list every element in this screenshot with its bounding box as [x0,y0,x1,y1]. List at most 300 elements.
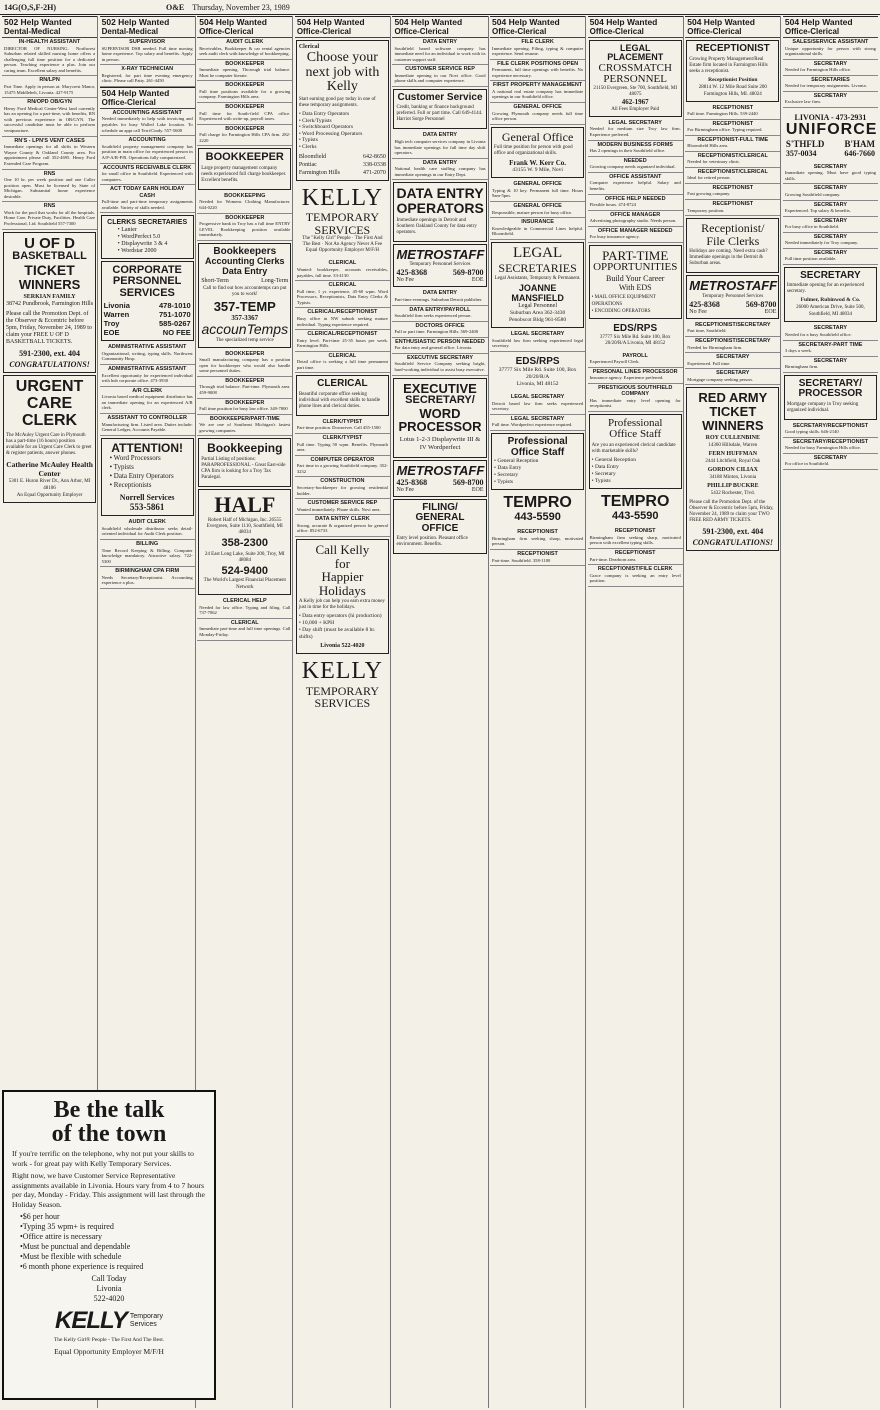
kelly-choose-next-job-ad: Clerical Choose your next job with Kelly Start earning good pay today in one of these temporary assignments. • Data Entry Operators • Clerk/Typists • Switchboard Operators • Word Processing Operators • Typists • Clerks Bloomfield 642-8650 Pontiac 338-0338 Farmington Hills 471-2070 [296,40,389,181]
ad-heading: BOOKKEEPER [225,350,265,357]
ad-body: Needed for Birmingham firm. [687,344,743,350]
classified-ad [295,477,390,499]
ad-body: Part time in a growing Southfield company. 352-3232 [296,463,388,474]
ad-heading: CLERICAL [328,352,357,359]
ad-heading: CLERK/TYPIST [322,435,363,442]
ad-heading: LEGAL SECRETARY [510,415,565,422]
ad-heading: ENTHUSIASTIC PERSON NEEDED [395,338,485,345]
ad-heading: ADMINISTRATIVE ASSISTANT [107,344,187,351]
ad-heading: CUSTOMER SERVICE REP [307,500,378,507]
ad-heading: GENERAL OFFICE [513,181,562,188]
column-4 [295,16,391,1408]
classified-ad [783,76,878,92]
ad-heading: CLERICAL [230,619,259,626]
list-item: • Typists [591,477,611,484]
list-item: • Displaywrite 3 & 4 [117,240,168,247]
list-item: • Receptionists [109,481,152,490]
ad-body: Part Time. Apply in person at: Marycrest Manor, 15475 Middlebelt, Livonia. 427-9175 [4,83,96,95]
section-heading: 504 Help Wanted Office-Clerical [588,16,683,38]
contact-cell: NO FEE [162,328,191,338]
eds-rps-ad: EDS/RPS 37777 Six Mile Rd. Suite 100, Box 20/20/R/A Livonia, MI 48152 [599,323,671,346]
ad-body: Immediate openings for all shifts in Western Wayne County & Oakland County area. For appointment please call 352-4695. Henry Ford Extended Care Program. [4,144,96,166]
ad-body: Full time. Wordperfect experience required. [492,422,573,428]
classified-ad [588,527,683,549]
ad-body: One 10 hr. per week position and one Caller position open. Must be licensed by State of Michigan. Substantial home experience desirable. [4,177,96,199]
ad-body: Detroit based law firm seeks experienced secretary. [492,400,584,412]
classified-ad [100,518,195,540]
ad-list [685,104,780,217]
classified-ad [685,184,780,200]
ad-body: Part-time evenings. Suburban Detroit publisher. [394,296,483,302]
ad-heading: OFFICE MANAGER NEEDED [597,227,673,234]
classified-ad [2,98,97,136]
ad-body: Responsible, mature person for busy office. [492,209,573,215]
ad-heading: MODERN BUSINESS FORMS [597,141,673,148]
bookkeeper-ad: BOOKKEEPER Large property management company needs experienced full charge bookkeeper. Excellent benefits. [198,148,291,190]
kelly-temporary-services-logo: KELLY TEMPORARY SERVICES The "Kelly Girl" People · The First And The Best · Not An Agency Never A Fee Equal Opportunity Employer M/F/H [301,185,383,254]
ad-body: Birmingham firm seeking sharp, motivated person. [492,535,584,547]
ad-body: Experienced Payroll Clerk. [589,359,640,364]
section-heading: 502 Help Wanted Dental-Medical [2,16,97,38]
ad-list [783,163,878,265]
classified-ad [2,202,97,229]
ad-body: Wanted: bookkeeper, accounts receivables, payables, full time. 33-4130 [296,266,388,278]
classified-ad [197,103,292,125]
ad-body: Mortgage company seeking person. [687,376,753,382]
ad-heading: RECEPTIONIST/FILE CLERK [597,566,673,573]
ad-heading: NEEDED [623,157,647,164]
ad-body: for small office in Southfield. Experienced with computers. [101,171,193,182]
ad-heading: RN/LPN [39,77,60,84]
classified-ad [685,200,780,216]
call-city: Livonia [96,1284,122,1293]
list-item: •6 month phone experience is required [20,1262,144,1271]
ad-body: Needed for temporary assignments. Livonia. [784,83,867,89]
ad-heading: SUPERVISOR [129,39,166,45]
ad-heading: FILE CLERK POSITIONS OPEN [497,60,579,67]
ad-body: Good typing skills. 646-2140 [784,429,839,435]
section-heading: 504 Help Wanted Office-Clerical [685,16,780,38]
ad-list [100,38,195,87]
classified-ad [295,281,390,308]
ad-list [197,192,292,241]
classified-ad [490,81,585,103]
metrostaff-ad: METROSTAFF Temporary Personnel Services 425-8368 569-8700 No Fee EOE [686,275,779,319]
contact-cell: Troy [103,319,120,329]
list-item: • Typists [109,463,134,472]
classified-ad [685,120,780,136]
classified-ad [392,38,487,65]
ad-heading: GENERAL OFFICE [513,203,562,210]
general-office-ad: General Office Full time position for person with good office and organizational skills. Frank W. Kerr Co. 43155 W. 9 Mile, Novi [491,127,584,179]
classified-ad [100,365,195,387]
list-item: • Word Processing Operators [298,130,363,137]
list-item: •Office attire is necessary [20,1232,102,1241]
classified-ad [783,341,878,357]
paper-name: O&E [166,2,185,12]
classified-ad [588,565,683,587]
classified-ad [392,131,487,158]
ad-body: Through trial balance. Part-time. Plymouth area. 459-9008 [199,384,291,396]
list-item: • Lanier [117,226,137,233]
classified-ad [588,227,683,243]
classified-ad [295,330,390,352]
classified-ad [197,415,292,437]
ad-body: Progressive bank in Troy has a full time ENTRY LEVEL Bookkeeping position available immediately. [199,221,291,238]
ad-heading: ADMINISTRATIVE ASSISTANT [107,366,187,373]
ad-body: Growing company needs organized individual. [589,164,676,170]
ad-heading: BOOKKEEPER/PART-TIME [209,415,280,422]
ad-body: Needed for Farmington Hills office. [784,67,851,73]
ad-body: Advertising photography studio. Needs person. [589,218,677,224]
ad-heading: DATA ENTRY [422,159,458,166]
ad-list [783,324,878,372]
ad-body: Needed for Womens Clothing Manufacturer. 644-0220 [199,199,291,211]
classified-ad [100,387,195,414]
ad-heading: A/R CLERK [132,387,163,394]
ad-heading: SECRETARY [813,325,848,332]
ad-heading: RECEPTIONIST [614,550,656,556]
ad-heading: SECRETARY [813,357,848,364]
ad-heading: RECEPTIONIST [712,184,754,191]
accountemps-ad: Bookkeepers Accounting Clerks Data Entry Short-Term Long-Term Call to find out how accountemps can put you to work! 357-TEMP 357-3367 accounTemps The specialized temp service [198,243,291,348]
secretary-processor-ad: SECRETARY/ PROCESSOR Mortgage company in Troy seeking organized individual. [784,375,877,420]
contact-cell: Bloomfield [298,154,327,161]
ad-body: Small manufacturing company has a position open for bookkeeper who would also handle some personnel duties. [199,357,291,374]
classified-ad [100,414,195,436]
ad-list [490,180,585,239]
classified-ad [100,567,195,589]
ad-heading: SECRETARY [813,185,848,192]
list-item: •$6 per hour [20,1212,60,1221]
issue-date: Thursday, November 23, 1989 [192,2,290,12]
secretary-ad: SECRETARY Immediate opening for an experienced secretary. Fulmer, Rubinwod & Co. 26000 American Drive, Suite 500, Southfield, MI 48034 [784,267,877,323]
classified-ad [197,597,292,619]
ad-heading: OFFICE MANAGER [610,211,661,218]
classified-ad [392,289,487,305]
ad-body: Needed immediately to help with invoicing and payables for busy Walled Lake location. To schedule an appt call Terri/Cindy. 557-5600 [101,116,193,133]
bookkeeping-ad: Bookkeeping Partial Listing of positions: PARAPROFESSIONAL - Great East-side CPA firm is looking for a Troy Tax Paralegal. [198,438,291,487]
list-item: • Secretary [591,470,616,477]
classified-ad [100,109,195,136]
section-heading: 504 Help Wanted Office-Clerical [295,16,390,38]
ad-body: DIRECTOR OF NURSING. Northwest Suburban related skilled nursing home offers a challenging full time position for a dedicated person. Teaching experience a plus. Join our caring team. Excellent salary and benefits. [4,45,96,73]
ad-heading: CLERICAL/RECEPTIONIST [307,331,378,338]
ad-heading: BIRMINGHAM CPA FIRM [115,568,180,575]
classified-ad [2,170,97,203]
ad-body: Typing & 10 key. Permanent full time. Hours 9am-5pm. [492,187,584,199]
ad-list [490,393,585,431]
ad-body: For data entry and general office. Livonia. [394,345,473,351]
kelly-logo: KELLY Temporary Services [55,1307,163,1334]
ad-heading: DOCTORS OFFICE [415,322,465,329]
classified-ad [392,322,487,338]
ad-body: Southfield wholesale distributor seeks detail-oriented individual for Audit Clerk position. [101,525,193,537]
ad-heading: SECRETARY [813,249,848,256]
classified-ad [197,60,292,82]
list-item: • Switchboard Operators [298,124,353,131]
classified-ad [490,103,585,125]
list-item: • General Reception [591,456,637,463]
ad-body: Full time positions available for a growing company. Farmington Hills area. [199,88,291,100]
contact-cell: 478-1010 [159,301,191,311]
classified-ad [588,368,683,384]
contact-row [104,328,191,337]
classified-ad [392,338,487,354]
executive-secretary-ad: EXECUTIVE SECRETARY/ WORD PROCESSOR Lotus 1-2-3 Displaywrite III & IV Wordperfect [393,378,486,458]
ad-list [295,259,390,373]
ad-body: Time Record Keeping & Billing. Computer knowledge mandatory. Attractive salary. 722-5300 [101,547,193,564]
classified-ad [783,438,878,454]
column-9 [783,16,878,1408]
classified-ad [295,259,390,281]
kelly-temporary-services-logo-2: KELLY TEMPORARY SERVICES [301,658,383,711]
professional-office-staff-ad-2: Professional Office Staff Are you an experienced clerical candidate with marketable skills? • General Reception • Data Entry • Secretary • Typists [589,414,682,489]
ad-heading: RECEPTIONIST [712,104,754,111]
metrostaff-ad-2: METROSTAFF 425-8368 569-8700 No Fee EOE [393,460,486,497]
ad-list [392,131,487,180]
clerical-ad: CLERICAL Beautiful corporate office seeking individual with excellent skills to handle phone lines and clerical duties. [296,375,389,416]
classified-ad [490,38,585,60]
classified-ad [295,352,390,374]
classified-ad [588,157,683,173]
classified-ad [197,81,292,103]
ad-body: Part-time position. Downriver. Call 455-1500 [296,425,381,431]
equal-opportunity-note: Equal Opportunity Employer M/F/H [54,1347,164,1356]
section-heading: 504 Help Wanted Office-Clerical [783,16,878,38]
ad-heading: CLERICAL/RECEPTIONIST [307,309,378,316]
ad-body: Full time position for busy law office. 349-7800 [199,406,288,412]
classified-ad [783,233,878,249]
ad-list [392,289,487,375]
ad-heading: ACCOUNTS RECEIVABLE CLERK [103,164,192,171]
robert-half-ad: HALF Robert Half of Michigan, Inc. 26555 Evergreen, Suite 1110, Southfield, MI 48034 358-2300 24 East Long Lake, Suite 200, Troy, MI 48084 524-9400 The World's Largest Financial Placement Network [198,489,291,595]
classified-ad [783,249,878,265]
ad-heading: ACT TODAY EARN HOLIDAY CASH [110,186,185,199]
ad-body: Immediate opening in our Novi office. Good phone skills and computer experience. [394,72,486,84]
classified-ad [685,337,780,353]
ad-body: Ideal for retired person. [687,175,731,181]
ad-heading: BILLING [136,541,159,548]
classified-ad [295,434,390,456]
ad-heading: BOOKKEEPER [225,60,265,67]
list-item: • Typists [494,479,514,485]
ad-body: Southfield property management company has position in main office for experienced person in A/P-A/R-P/R. Operations fully computerized. [101,143,193,160]
ad-list [100,109,195,213]
ad-heading: ACCOUNTING ASSISTANT [112,109,182,116]
ad-heading: CLERICAL HELP [222,598,267,605]
classified-ad [392,306,487,322]
ad-list [2,38,97,230]
list-item: •Typing 35 wpm+ is required [20,1222,114,1231]
list-item: • Secretary [494,472,519,478]
ad-heading: BOOKKEEPER [225,125,265,132]
classified-ad [588,173,683,195]
list-item: • Typists [298,137,318,144]
ad-body: Needed for busy Farmington Hills office. [784,445,861,451]
section-heading: 504 Help Wanted Office-Clerical [197,16,292,38]
list-item: • Data Entry [494,465,522,471]
red-army-ticket-winners: RED ARMY TICKET WINNERS ROY CULLENBINE 14360 Hillsdale, Warren FERN HUFFMAN 2444 Litchfield, Royal Oak GORDON CILIAX 34188 Minton, Livonia PHILLIP BUCKRE 5432 Rochester, Tlvd. Please call the Promotion Dept. of the Observer & Eccentric before 5pm, Friday, November 24, 1989 to claim your TWO FREE RED ARMY TICKETS. 591-2300, ext. 404 CONGRATULATIONS! [686,387,779,551]
classified-ad [783,357,878,373]
list-item: •Must be punctual and dependable [20,1242,131,1251]
list-item: • Wordstar 2000 [117,247,157,254]
ad-body: Experienced. Top salary & benefits. [784,208,851,214]
ad-list [783,422,878,470]
ad-body: Full-time and part-time temporary assignments available. Variety of skills needed. [101,199,193,210]
urgent-care-clerk-ad: URGENT CARE CLERK The McAuley Urgent Care in Plymouth has a part-time (16 hours) position available for an Urgent Care Clerk to greet & register patients, answer phones. Catherine McAuley Health Center 5301 E. Huron River Dr., Ann Arbor, MI 48106 An Equal Opportunity Employer [3,375,96,502]
ad-body: Needs Secretary/Receptionist. Accounting experience a plus. [101,574,193,586]
ad-heading: AUDIT CLERK [226,39,264,45]
classified-ad [490,202,585,218]
ad-body: Full or part time. Farmington Hills. 569-2400 [394,329,479,335]
ad-heading: CLERICAL [328,260,357,267]
corporate-personnel-ad: CORPORATE PERSONNEL SERVICES Livonia 478-1010 Warren 751-1070 Troy 585-0267 EOE NO FEE [101,261,194,342]
contact-row [299,161,386,169]
ad-body: Part time, Southfield. [687,328,727,334]
ad-body: Detail office is seeking a full time permanent part time. [296,359,388,370]
contact-row [299,153,386,161]
ad-heading: SECRETARY [813,233,848,240]
ad-body: National health care staffing company has immediate openings in our Entry Dept. [394,166,486,177]
ad-body: Registered, for part time evening emergency clinic. Please call Patty. 261-4450 [101,72,193,84]
uniforce-ad: LIVONIA - 473-2931 UNIFORCE S'THFLD B'HAM 357-0034 646-7660 [785,112,878,158]
classified-ad [783,422,878,438]
classified-ad [2,137,97,170]
classified-ad [295,456,390,478]
ad-heading: SECRETARY [813,92,848,99]
ad-body: Permanent, full time openings with benefits. No experience necessary. [492,67,584,78]
list-item: • Word Processors [109,454,161,463]
classified-ad [783,454,878,470]
section-heading: 504 Help Wanted Office-Clerical [490,16,585,38]
page-number: 14G(O,S,F-2H) [4,2,56,12]
classified-ad [197,350,292,377]
eds-rps-ad: EDS/RPS 37777 Six Mile Rd. Suite 100, Box 20/20/R/A Livonia, MI 48152 [498,355,577,388]
classified-ad [685,168,780,184]
classified-ad [685,104,780,120]
classified-ad [100,540,195,567]
list-item: • General Reception [494,458,539,464]
contact-cell: Warren [103,310,130,320]
contact-cell: Livonia [103,301,130,311]
kelly-happier-holidays-ad: Call Kelly for Happier Holidays A Kelly job can help you earn extra money just in time for the holidays. • Data entry operators (hi production) • 10,000 + KPH • Day shift (must be available 8 hr. shifts) Livonia 522-4020 [296,539,389,655]
ad-list [100,343,195,435]
ad-heading: OFFICE ASSISTANT [609,173,662,180]
ad-body: Birmingham firm. [784,364,819,370]
ad-heading: DATA ENTRY/PAYROLL [409,306,471,313]
ad-list [588,352,683,412]
ad-body: Growing Plymouth company needs full time office person. [492,110,584,122]
ad-heading: RECEPTIONIST [517,529,558,536]
ad-body: For busy insurance agency. [589,234,640,240]
ad-body: Immediate opening. Thorough trial balance. Must be computer literate. [199,67,291,78]
list-item: • Clerk/Typists [298,117,332,124]
ad-body: Grace company is seeking an entry level position. [589,572,681,584]
ad-body: For Birmingham office. Typing required. [687,127,763,133]
classified-ad [295,418,390,434]
ad-body: High tech computer services company in Livonia has immediate openings for full time day shift operators. [394,138,486,156]
classified-ad [2,76,97,98]
tempro-ad: TEMPRO 443-5590 [503,494,572,523]
ad-body: Temporary position. [687,207,725,213]
classified-ad [490,550,585,566]
clerks-secretaries-ad: CLERKS SECRETARIES • Lanier • WordPerfect 5.0 • Displaywrite 3 & 4 • Wordstar 2000 [101,215,194,258]
ad-body: Secretary-bookkeeper for growing residential builder. [296,484,388,496]
classified-ad [588,195,683,211]
column-5 [392,16,488,1408]
call-today: Call Today [91,1274,127,1283]
ad-heading: RECEPTIONIST [712,201,754,208]
classified-ad [100,343,195,365]
classified-ad [100,136,195,163]
ad-body: Immediate opening. Filing, typing & computer experience. Send resume. [492,45,584,57]
ad-heading: RNS [43,170,56,177]
ad-body: For office in Southfield. [784,461,830,467]
ad-heading: SECRETARY [813,201,848,208]
ad-heading: DATA ENTRY [422,39,458,45]
classified-ad [197,377,292,399]
ad-body: Growing Southfield company. [784,191,841,197]
contact-row [104,319,191,328]
contact-cell: EOE [103,328,120,338]
classified-ad [197,192,292,214]
ad-body: Exclusive law firm. [784,99,821,105]
classified-ad [588,352,683,368]
basketball-ticket-winners: U OF D BASKETBALL TICKET WINNERS SERKIAN FAMILY 38742 Pundbrook, Farmington Hills Please call the Promotion Dept. of the Observer & Eccentric before 5pm, Friday, November 24, 1989 to claim your FREE U OF D BASKETBALL TICKETS. 591-2300, ext. 404 CONGRATULATIONS! [3,232,96,374]
contact-cell: Farmington Hills [298,170,340,177]
ad-heading: SECRETARY [716,354,750,361]
contact-row [104,301,191,310]
classified-ad [100,164,195,186]
ad-body: Henry Ford Medical Center-West land currently has an opening for a part-time, with benefits, RN with previous experience in OB/GYN. The successful candidate must be able to perform venipuncture. [4,105,96,134]
classified-ad [100,38,195,65]
ad-body: Work for the pool that works for all the hospitals. Home Care, Private Duty, Facilities. Health Care Professional, Ltd. Southfield 557-7300 [4,209,96,227]
ad-body: Birmingham firm seeking sharp, motivated person with excellent typing skills. [589,534,681,546]
ad-heading: RECEPTIONIST/SECRETARY [695,321,771,328]
ad-heading: RECEPTIONIST [614,528,656,535]
list-item: •Must be flexible with schedule [20,1252,122,1261]
customer-service-ad: Customer Service Credit, banking or finance background preferred. Full or part time. Call 649-4144. Harriot Sorge Personnel [393,89,486,130]
ad-heading: DATA ENTRY [422,132,458,139]
ad-heading: PAYROLL [622,352,648,359]
ad-list [197,38,292,146]
ad-body: Needed for law office. Typing and filing. Call 737-7062 [199,604,291,616]
classified-ad [295,308,390,330]
section-heading: 504 Help Wanted Office-Clerical [392,16,487,38]
classified-ad [490,218,585,240]
ad-heading: EXECUTIVE SECRETARY [406,354,473,361]
ad-heading: SECRETARIES [811,76,850,83]
contact-cell: 642-8650 [362,154,386,161]
ad-heading: RN/OPD OB/GYN [27,99,72,106]
page-header [0,0,880,15]
section-heading: 504 Help Wanted Office-Clerical [100,87,195,109]
receptionist-file-clerks-ad: Receptionist/ File Clerks Holidays are coming. Need extra cash? Immediate openings in the Detroit & Suburban areas. [686,218,779,273]
classified-ad [295,515,390,537]
classified-ad [783,184,878,200]
ad-heading: BOOKKEEPER [225,104,265,111]
ad-list [197,597,292,640]
ad-heading: SECRETARY [813,217,848,224]
list-item: • Data Entry Operators [298,111,350,118]
ad-heading: BOOKKEEPER [225,82,265,89]
contact-cell: 585-0267 [159,319,191,329]
ad-body: Part-time. Southfield. 358-1100 [492,557,551,563]
classified-ad [392,65,487,87]
ad-body: Excellent opportunity for experienced individual with hub corporate office. 473-3930 [101,372,193,384]
classified-ad [197,214,292,241]
